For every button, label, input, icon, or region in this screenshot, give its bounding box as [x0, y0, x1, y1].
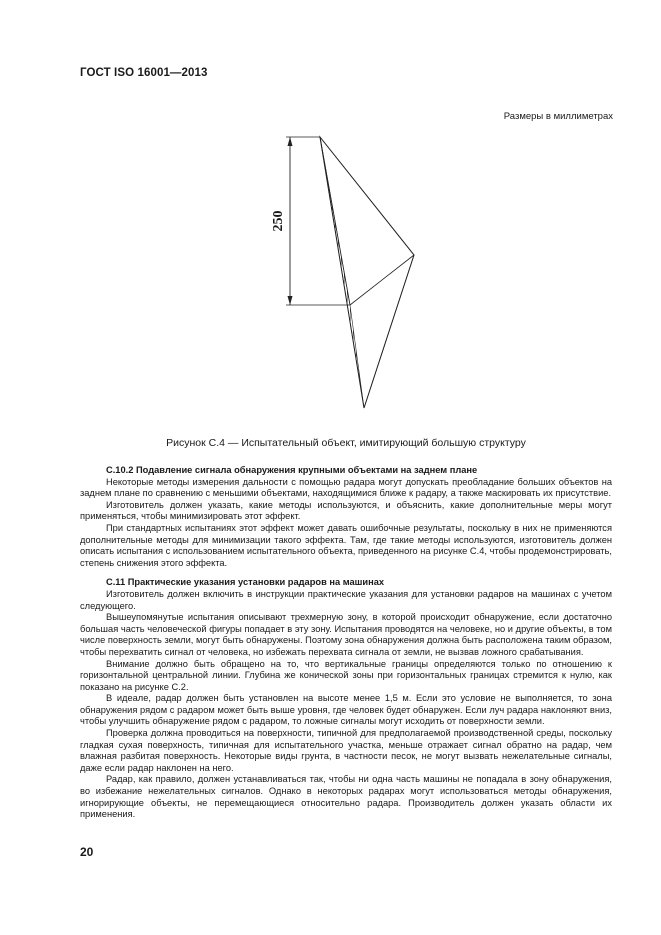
section-heading-c11: С.11 Практические указания установки радаров на машинах — [106, 577, 385, 588]
document-body — [80, 465, 612, 821]
paragraph: Изготовитель должен включить в инструкции практические указания для установки радаров на машинах с учетом следующего. — [80, 588, 612, 611]
object-edge-top — [320, 137, 414, 255]
dimension-arrow-bottom — [288, 296, 293, 305]
object-edge-front — [320, 137, 350, 305]
paragraph: Внимание должно быть обращено на то, что вертикальные границы определяются только по отношению к горизонтальной центральной линии. Глубина же конической зоны при горизонтальных границах стремится к нулю, как показано на рисунке С.2. — [80, 658, 612, 692]
paragraph: В идеале, радар должен быть установлен на высоте менее 1,5 м. Если это условие не выполняется, то зона обнаружения рядом с радаром может быть выше уровня, где человек будет обнаружен. Если луч радара наклоняют вниз, чтобы улучшить обнаружение рядом с радаром, то ложные сигналы могут исходить от поверхности земли. — [80, 693, 612, 727]
test-object-drawing — [260, 128, 430, 418]
paragraph: Проверка должна проводиться на поверхности, типичной для предполагаемой производственной среды, поскольку гладкая сухая поверхность, типичная для испытательного участка, меньше отражает сигнал обратно на радар, чем влажная разбитая поверхность. Некоторые виды грунта, в частности песок, не могут вызвать нежелательные сигналы, даже если радар наклонен на него. — [80, 728, 612, 773]
paragraph: Некоторые методы измерения дальности с помощью радара могут допускать преобладание больших объектов на заднем плане по сравнению с меньшими объектами, находящимися ближе к радару, а также маскировать их присутствие. — [80, 476, 612, 499]
paragraph: Радар, как правило, должен устанавливаться так, чтобы ни одна часть машины не попадала в зону обнаружения, во избежание нежелательных сигналов. Однако в некоторых радарах могут использоваться методы обнаружения, игнорирующие объекты, не перемещающиеся относительно радара. Производитель должен указать области их применения. — [80, 774, 612, 820]
page-number: 20 — [80, 845, 94, 859]
paragraph: При стандартных испытаниях этот эффект может давать ошибочные результаты, поскольку в них не применяются дополнительные методы для минимизации такого эффекта. Там, где такие методы используются, изготовитель должен описать испытания с использованием испытательного объекта, приведенного на рисунке С.4, чтобы продемонстрировать, степень снижения этого эффекта. — [80, 522, 612, 568]
paragraph: Изготовитель должен указать, какие методы используются, и объяснить, какие дополнительные меры могут применяться, чтобы минимизировать этот эффект. — [80, 499, 612, 522]
paragraph: Вышеупомянутые испытания описывают трехмерную зону, в которой происходит обнаружение, если достаточно большая часть человеческой фигуры попадает в эту зону. Испытания проводятся на человеке, но и другие объекты, в том числе поверхность земли, могут быть обнаружены. Поэтому зона обнаружения должна быть расположена таким образом, чтобы перехватить сигнал от человека, но избежать перехвата сигнала от земли, не вызвав ложного срабатывания. — [80, 612, 612, 657]
object-edge-side — [350, 255, 414, 305]
object-edge-bottom — [364, 255, 414, 408]
document-header: ГОСТ ISO 16001—2013 — [80, 67, 208, 79]
dimension-arrow-top — [288, 137, 293, 146]
object-outline — [320, 137, 414, 408]
dimension-label: 250 — [271, 210, 286, 232]
section-heading-c10-2: С.10.2 Подавление сигнала обнаружения крупными объектами на заднем плане — [106, 465, 478, 475]
figure-caption: Рисунок С.4 — Испытательный объект, имитирующий большую структуру — [166, 437, 526, 449]
dimensions-note: Размеры в миллиметрах — [503, 111, 613, 122]
test-object-figure — [260, 128, 430, 418]
